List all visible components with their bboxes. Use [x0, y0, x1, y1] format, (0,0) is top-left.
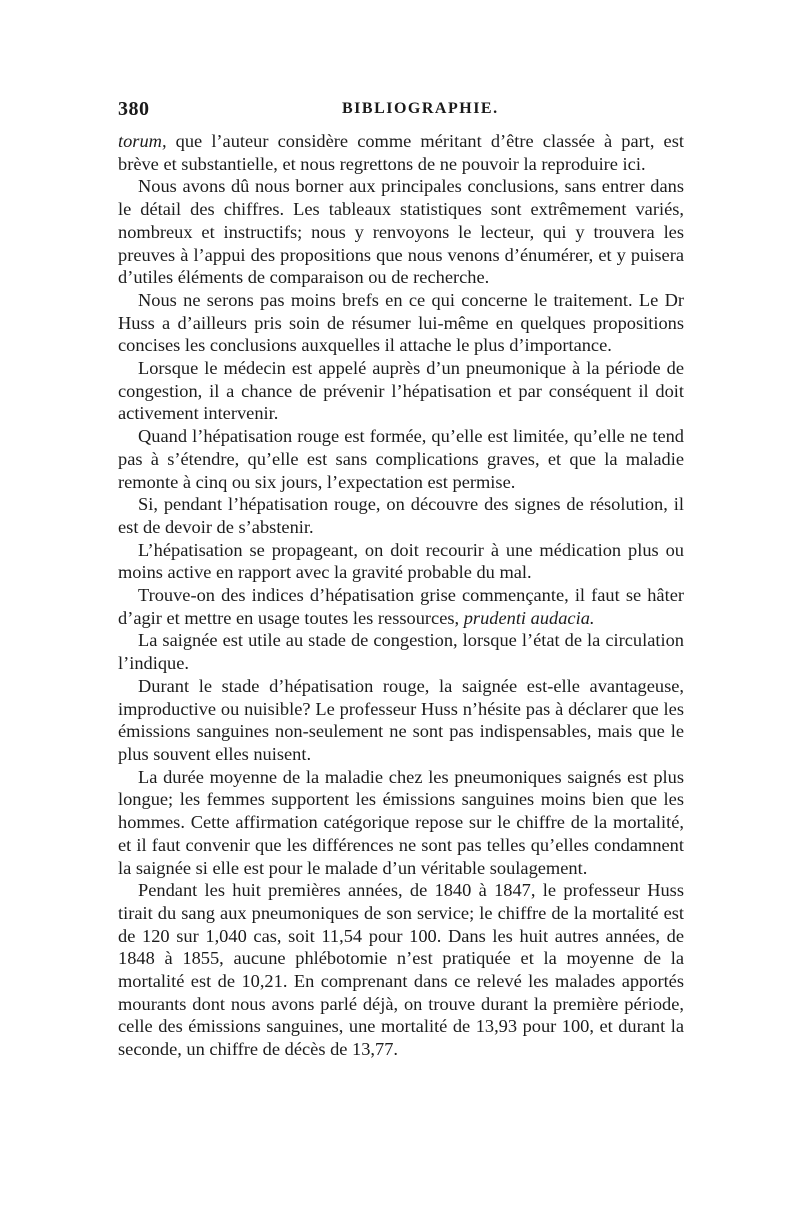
page-number: 380 — [118, 98, 150, 120]
paragraph-11: La durée moyenne de la maladie chez les pneumoniques saignés est plus longue; les femmes supportent les émissions sanguines moins bien que les hommes. Cette affirmation catégorique repose sur le chiffre de la mortalité, et il faut convenir que les différences ne sont pas telles qu’elles condamnent la saignée si elle est pour le malade d’un véritable soulagement. — [118, 766, 684, 878]
paragraph-5: Quand l’hépatisation rouge est formée, qu’elle est limitée, qu’elle ne tend pas à s’étendre, qu’elle est sans complications graves, et que la maladie remonte à cinq ou six jours, l’expectation est permise. — [118, 426, 684, 492]
page-header — [118, 98, 688, 126]
paragraph-6: Si, pendant l’hépatisation rouge, on découvre des signes de résolution, il est de devoir de s’abstenir. — [118, 494, 684, 537]
running-title: BIBLIOGRAPHIE. — [342, 100, 499, 117]
paragraph-7: L’hépatisation se propageant, on doit recourir à une médication plus ou moins active en rapport avec la gravité probable du mal. — [118, 539, 684, 583]
paragraph-1 — [118, 130, 684, 175]
paragraph-10: Durant le stade d’hépatisation rouge, la saignée est-elle avantageuse, improductive ou nuisible? Le professeur Huss n’hésite pas à déclarer que les émissions sanguines non-seulement ne sont pas indispensables, mais que le plus souvent elles nuisent. — [118, 675, 684, 764]
paragraph-9: La saignée est utile au stade de congestion, lorsque l’état de la circulation l’indique. — [118, 630, 684, 674]
paragraph-2: Nous avons dû nous borner aux principales conclusions, sans entrer dans le détail des chiffres. Les tableaux statistiques sont extrêmement variés, nombreux et instructifs; nous y renvoyons le lecteur, qui y trouvera les preuves à l’appui des propositions que nous venons d’énumérer, et y puisera d’utiles éléments de comparaison ou de recherche. — [118, 176, 684, 288]
paragraph-1-text: que l’auteur considère comme méritant d’être classée à part, est brève et substantielle, et nous regrettons de ne pouvoir la reproduire ici. — [118, 131, 684, 174]
paragraph-12: Pendant les huit premières années, de 1840 à 1847, le professeur Huss tirait du sang aux pneumoniques de son service; le chiffre de la mortalité est de 120 sur 1,040 cas, soit 11,54 pour 100. Dans les huit autres années, de 1848 à 1855, aucune phlébotomie n’est pratiquée et la moyenne de la mortalité est de 10,21. En comprenant dans ce relevé les malades apportés mourants dont nous avons parlé déjà, on trouve durant la première période, celle des émissions sanguines, une mortalité de 13,93 pour 100, et durant la seconde, un chiffre de décès de 13,77. — [118, 880, 684, 1060]
paragraph-3: Nous ne serons pas moins brefs en ce qui concerne le traitement. Le Dr Huss a d’ailleurs pris soin de résumer lui-même en quelques propositions concises les conclusions auxquelles il attache le plus d’importance. — [118, 289, 684, 356]
paragraph-1-italic-lead: torum, — [118, 131, 167, 151]
body-text — [118, 130, 684, 1061]
paragraph-8 — [118, 584, 684, 629]
paragraph-8-text: Trouve-on des indices d’hépatisation grise commençante, il faut se hâter d’agir et mettre en usage toutes les ressources, — [118, 585, 684, 628]
paragraph-8-italic-trail: prudenti audacia. — [459, 607, 595, 628]
paragraph-4: Lorsque le médecin est appelé auprès d’un pneumonique à la période de congestion, il a chance de prévenir l’hépatisation et par conséquent il doit activement intervenir. — [118, 358, 684, 424]
